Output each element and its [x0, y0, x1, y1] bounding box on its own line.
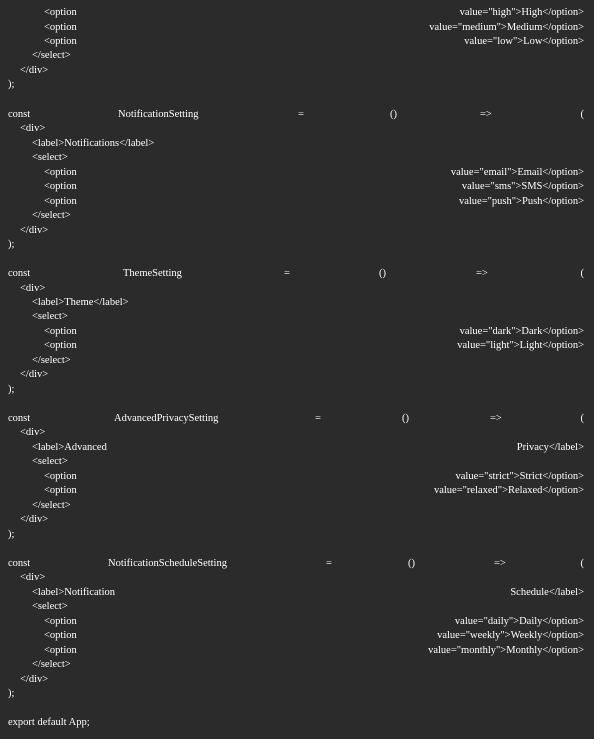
code-line — [8, 282, 584, 296]
code-line — [8, 673, 584, 687]
code-token: export default App; — [8, 717, 90, 728]
code-token: NotificationScheduleSetting — [108, 558, 227, 569]
code-token: </select> — [32, 659, 71, 670]
code-token: <div> — [20, 123, 46, 134]
code-token: <option — [44, 616, 77, 627]
code-token: </div> — [20, 369, 49, 380]
code-line — [8, 49, 584, 63]
code-token: <option — [44, 167, 77, 178]
code-token: ( — [580, 109, 584, 120]
code-token: <option — [44, 630, 77, 641]
code-token: () — [408, 558, 415, 569]
code-token: value="high">High</option> — [459, 7, 584, 18]
code-line — [8, 35, 584, 49]
code-token: = — [326, 558, 332, 569]
code-token: <select> — [32, 152, 68, 163]
code-line — [8, 528, 584, 542]
code-token: <label>Advanced — [32, 442, 107, 453]
code-token: const — [8, 413, 31, 424]
code-line — [8, 195, 584, 209]
code-token: <option — [44, 7, 77, 18]
code-token: <label>Notification — [32, 587, 115, 598]
code-line — [8, 412, 584, 426]
code-line — [8, 6, 584, 20]
code-line — [8, 716, 584, 730]
code-token: value="daily">Daily</option> — [454, 616, 584, 627]
code-token: value="sms">SMS</option> — [461, 181, 584, 192]
code-token: <option — [44, 196, 77, 207]
code-token: </div> — [20, 674, 49, 685]
code-line — [8, 325, 584, 339]
code-token: </select> — [32, 355, 71, 366]
code-token: <label>Notifications</label> — [32, 138, 155, 149]
code-line — [8, 455, 584, 469]
code-token: <option — [44, 22, 77, 33]
code-token: <option — [44, 485, 77, 496]
code-line — [8, 513, 584, 527]
code-token: <select> — [32, 601, 68, 612]
code-token: value="push">Push</option> — [458, 196, 584, 207]
code-token: const — [8, 109, 31, 120]
code-line — [8, 209, 584, 223]
code-token: </select> — [32, 210, 71, 221]
code-token: <select> — [32, 456, 68, 467]
code-token: ( — [580, 558, 584, 569]
code-line — [8, 571, 584, 585]
code-line — [8, 180, 584, 194]
code-line — [8, 499, 584, 513]
code-line — [8, 470, 584, 484]
code-token: () — [379, 268, 386, 279]
code-token: <div> — [20, 572, 46, 583]
code-token: ); — [8, 384, 15, 395]
code-line — [8, 21, 584, 35]
code-token: <option — [44, 36, 77, 47]
code-line — [8, 310, 584, 324]
code-token: <option — [44, 645, 77, 656]
code-line — [8, 383, 584, 397]
code-token: value="strict">Strict</option> — [455, 471, 584, 482]
code-line — [8, 658, 584, 672]
code-line — [8, 238, 584, 252]
code-line — [8, 354, 584, 368]
code-line — [8, 78, 584, 92]
code-token: <option — [44, 326, 77, 337]
code-token: </div> — [20, 514, 49, 525]
code-token: => — [494, 558, 506, 569]
code-token: const — [8, 268, 31, 279]
code-line — [8, 484, 584, 498]
code-token: () — [390, 109, 397, 120]
code-token: value="email">Email</option> — [450, 167, 584, 178]
code-token: ); — [8, 529, 15, 540]
code-token: ); — [8, 688, 15, 699]
code-token: ( — [580, 268, 584, 279]
code-token: value="light">Light</option> — [457, 340, 584, 351]
code-token: <label>Theme</label> — [32, 297, 129, 308]
code-token: <option — [44, 471, 77, 482]
code-line — [8, 122, 584, 136]
code-line — [8, 224, 584, 238]
code-line — [8, 339, 584, 353]
code-token: ); — [8, 239, 15, 250]
code-line — [8, 296, 584, 310]
code-token: ( — [580, 413, 584, 424]
code-token: </select> — [32, 50, 71, 61]
code-line — [8, 586, 584, 600]
code-token: = — [284, 268, 290, 279]
code-token: NotificationSetting — [118, 109, 199, 120]
code-token: => — [476, 268, 488, 279]
code-line — [8, 368, 584, 382]
code-token: => — [480, 109, 492, 120]
code-line — [8, 629, 584, 643]
code-token: value="monthly">Monthly</option> — [428, 645, 584, 656]
code-token: => — [490, 413, 502, 424]
code-token: ThemeSetting — [123, 268, 182, 279]
code-line — [8, 108, 584, 122]
code-token: </select> — [32, 500, 71, 511]
code-token: AdvancedPrivacySetting — [114, 413, 219, 424]
code-token: value="low">Low</option> — [464, 36, 584, 47]
code-line — [8, 441, 584, 455]
code-line — [8, 600, 584, 614]
code-token: value="dark">Dark</option> — [459, 326, 584, 337]
code-line — [8, 166, 584, 180]
code-token: <div> — [20, 427, 46, 438]
code-token: Schedule</label> — [510, 587, 584, 598]
code-token: = — [315, 413, 321, 424]
code-token: value="relaxed">Relaxed</option> — [433, 485, 584, 496]
code-token: value="weekly">Weekly</option> — [437, 630, 584, 641]
code-token: value="medium">Medium</option> — [429, 22, 584, 33]
code-token: <option — [44, 181, 77, 192]
code-token: <div> — [20, 283, 46, 294]
code-token: ); — [8, 79, 15, 90]
code-line — [8, 644, 584, 658]
code-line — [8, 137, 584, 151]
code-token: = — [298, 109, 304, 120]
code-token: </div> — [20, 225, 49, 236]
code-line — [8, 426, 584, 440]
code-token: </div> — [20, 65, 49, 76]
code-token: () — [402, 413, 409, 424]
code-line — [8, 151, 584, 165]
code-line — [8, 64, 584, 78]
code-token: <option — [44, 340, 77, 351]
code-line — [8, 557, 584, 571]
code-token: Privacy</label> — [516, 442, 584, 453]
code-line — [8, 687, 584, 701]
code-token: <select> — [32, 311, 68, 322]
code-line — [8, 267, 584, 281]
code-token: const — [8, 558, 31, 569]
code-line — [8, 615, 584, 629]
